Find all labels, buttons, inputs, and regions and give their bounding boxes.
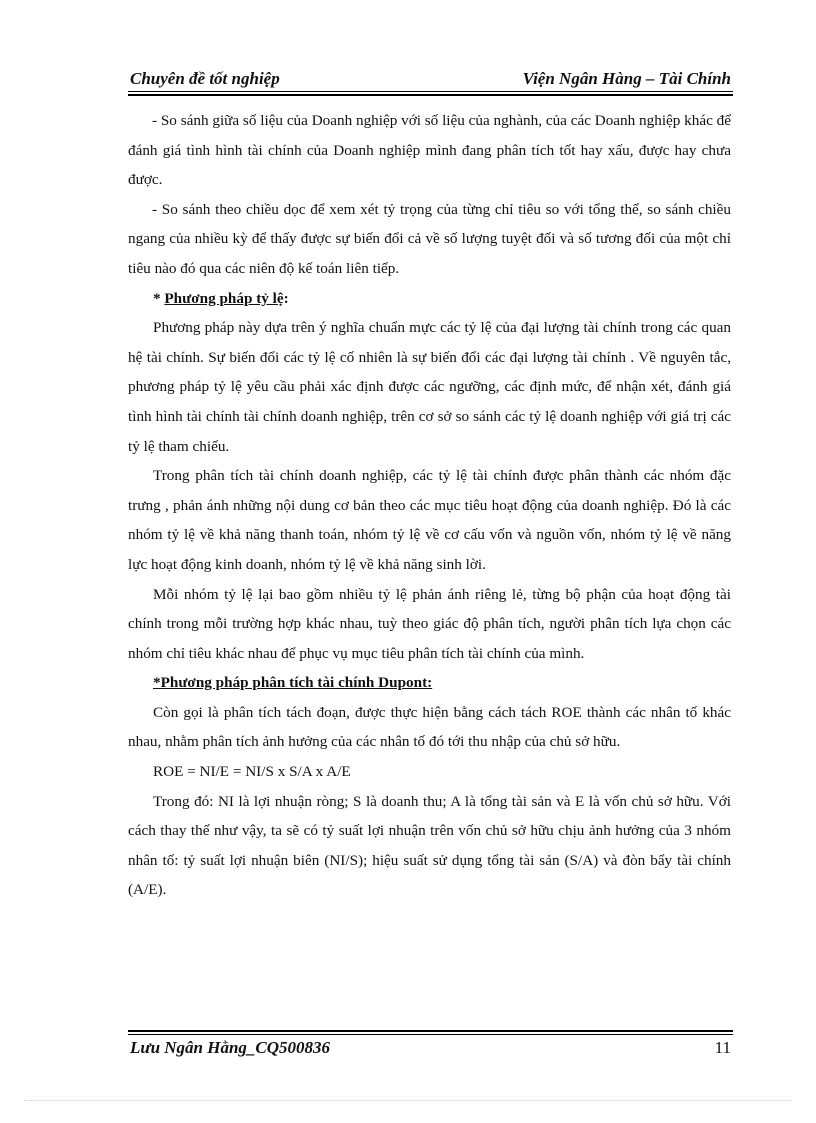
header-rule-thin (128, 91, 733, 92)
heading-ratio-colon: : (283, 289, 289, 307)
paragraph-ratio-basis: Phương pháp này dựa trên ý nghĩa chuẩn mực các tỷ lệ của đại lượng tài chính trong các quan hệ tài chính. Sự biến đổi các tỷ lệ cố nhiên là sự biến đổi các đại lượng tài chính . Về nguyên tắc, phương pháp tỷ lệ yêu cầu phải xác định được các ngưỡng, các định mức, để nhận xét, đánh giá tình hình tài chính tài chính doanh nghiệp, trên cơ sở so sánh các tỷ lệ doanh nghiệp với giá trị các tỷ lệ tham chiếu. (128, 319, 731, 455)
heading-ratio-method (128, 284, 731, 314)
page-break-line (24, 1100, 792, 1101)
heading-ratio-text: Phương pháp tỷ lệ (164, 289, 284, 307)
page-header (128, 67, 733, 93)
paragraph-ratio-groups: Trong phân tích tài chính doanh nghiệp, các tỷ lệ tài chính được phân thành các nhóm đặc trưng , phản ánh những nội dung cơ bản theo các mục tiêu hoạt động của doanh nghiệp. Đó là các nhóm tỷ lệ về khả năng thanh toán, nhóm tỷ lệ về cơ cấu vốn và nguồn vốn, nhóm tỷ lệ về năng lực hoạt động kinh doanh, nhóm tỷ lệ về khả năng sinh lời. (128, 467, 731, 573)
formula-roe: ROE = NI/E = NI/S x S/A x A/E (153, 763, 351, 781)
paragraph-dupont-intro: Còn gọi là phân tích tách đoạn, được thực hiện bằng cách tách ROE thành các nhân tố khác nhau, nhằm phân tích ảnh hưởng của các nhân tố đó tới thu nhập của chủ sở hữu. (128, 703, 731, 751)
header-right-title: Viện Ngân Hàng – Tài Chính (522, 69, 731, 88)
heading-ratio-star: * (153, 289, 165, 307)
paragraph-dupont-explanation: Trong đó: NI là lợi nhuận ròng; S là doanh thu; A là tổng tài sản và E là vốn chủ sở hữu. Với cách thay thế như vậy, ta sẽ có tỷ suất lợi nhuận trên vốn chủ sở hữu chịu ảnh hưởng của 3 nhóm nhân tố: tỷ suất lợi nhuận biên (NI/S); hiệu suất sử dụng tổng tài sản (S/A) và đòn bẩy tài chính (A/E). (128, 792, 731, 899)
page-number: 11 (714, 1038, 731, 1057)
footer-author: Lưu Ngân Hằng_CQ500836 (130, 1038, 331, 1057)
paragraph-compare-vertical-horizontal: - So sánh theo chiều dọc để xem xét tỷ trọng của từng chỉ tiêu so với tổng thể, so sánh chiều ngang của nhiều kỳ để thấy được sự biến đổi cả về số lượng tuyệt đối và số tương đối của một chỉ tiêu nào đó qua các niên độ kế toán liên tiếp. (128, 200, 731, 277)
paragraph-ratio-selection: Mỗi nhóm tỷ lệ lại bao gồm nhiều tỷ lệ phản ánh riêng lẻ, từng bộ phận của hoạt động tài chính trong mỗi trường hợp khác nhau, tuỳ theo giác độ phân tích, người phân tích lựa chọn các nhóm chỉ tiêu khác nhau để phục vụ mục tiêu phân tích tài chính của mình. (128, 585, 731, 662)
footer-rule-thick (128, 1030, 733, 1032)
footer-rule-thin (128, 1034, 733, 1035)
document-body (128, 106, 731, 905)
header-left-title: Chuyên đề tốt nghiệp (130, 69, 280, 88)
paragraph-compare-industry: - So sánh giữa số liệu của Doanh nghiệp với số liệu của nghành, của các Doanh nghiệp khác để đánh giá tình hình tài chính của Doanh nghiệp mình đang phân tích tốt hay xấu, được hay chưa được. (128, 112, 731, 189)
heading-dupont-text: *Phương pháp phân tích tài chính Dupont: (153, 674, 433, 692)
heading-dupont-method (128, 668, 731, 698)
page-footer (128, 1038, 733, 1060)
header-rule-thick (128, 94, 733, 96)
